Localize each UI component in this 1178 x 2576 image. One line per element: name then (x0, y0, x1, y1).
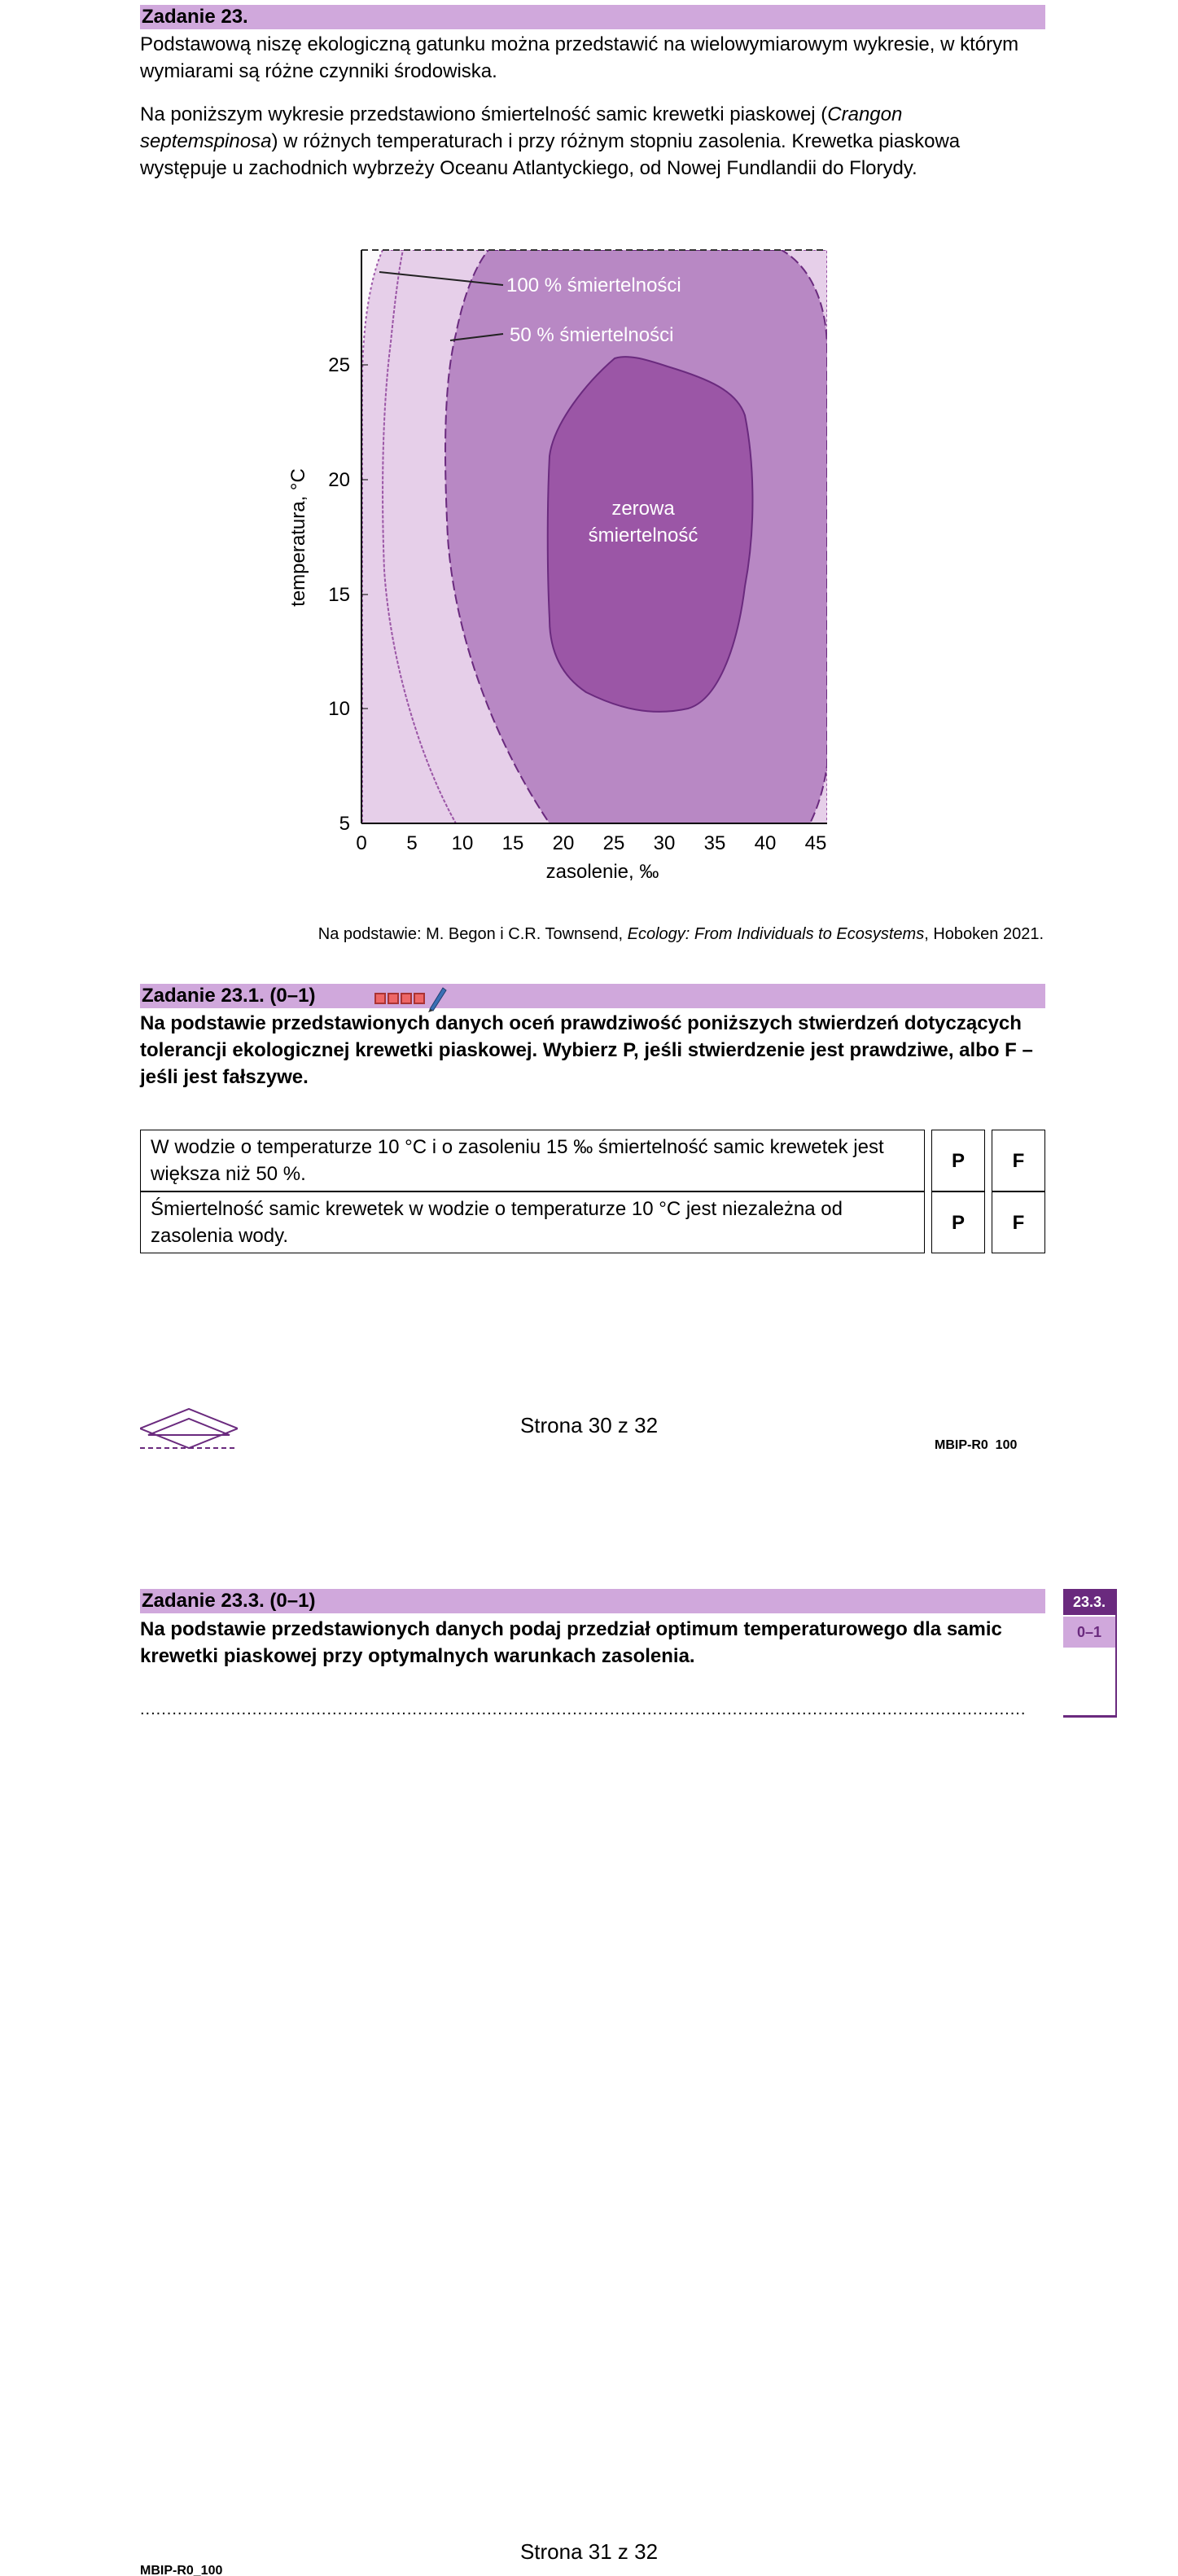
badge-label: 23.3. (1063, 1589, 1115, 1615)
task-23-3-header: Zadanie 23.3. (0–1) (140, 1589, 1045, 1613)
checkbox-icon (414, 993, 425, 1004)
x-tick-label: 20 (552, 832, 575, 854)
description-start: Na poniższym wykresie przedstawiono śmiertelność samic krewetki piaskowej ( (140, 103, 828, 125)
label-zero-mortality-2: śmiertelność (588, 524, 698, 546)
table-row (140, 1191, 1045, 1253)
species-name: Crangon septemspinosa (140, 103, 903, 152)
pen-icon (427, 985, 448, 1012)
x-axis-label: zasolenie, ‰ (545, 861, 659, 883)
page-number-31: Strona 31 z 32 (519, 2539, 659, 2564)
x-tick-label: 40 (754, 832, 777, 854)
y-tick-label: 5 (339, 813, 350, 835)
x-tick-label: 10 (451, 832, 474, 854)
mortality-chart (269, 236, 855, 904)
page-number-30: Strona 30 z 32 (519, 1413, 659, 1437)
exam-code: MBIP-R0_100 (935, 1438, 1018, 1450)
table-row (140, 1130, 1045, 1191)
answer-p-1[interactable]: P (931, 1130, 985, 1191)
y-tick-label: 15 (328, 584, 350, 606)
source-suffix: , Hoboken 2021. (924, 925, 1044, 943)
checkbox-icon (388, 993, 399, 1004)
x-tick-label: 30 (653, 832, 676, 854)
description-end: ) w różnych temperaturach i przy różnym stopniu zasolenia. Krewetka piaskowa występuje u zachodnich wybrzeży Oceanu Atlantyckiego, od Nowej Fundlandii do Florydy. (140, 130, 961, 179)
task-23-header: Zadanie 23. (140, 5, 1045, 29)
answer-f-1[interactable]: F (992, 1130, 1045, 1191)
exam-code: MBIP-R0_100 (140, 2564, 223, 2576)
statement-2: Śmiertelność samic krewetek w wodzie o temperaturze 10 °C jest niezależna od zasolenia wody. (140, 1191, 925, 1253)
label-100-mortality: 100 % śmiertelności (506, 274, 681, 296)
task-icons (374, 985, 448, 1012)
x-tick-label: 0 (356, 832, 367, 854)
x-tick-label: 25 (602, 832, 625, 854)
badge-score: 0–1 (1063, 1617, 1115, 1648)
y-tick-label: 25 (328, 354, 350, 376)
task-23-1-header: Zadanie 23.1. (0–1) (140, 984, 1045, 1008)
task-23-1-instruction: Na podstawie przedstawionych danych oceń prawdziwość poniższych stwierdzeń dotyczących tolerancji ekologicznej krewetki piaskowej. Wybierz P, jeśli stwierdzenie jest prawdziwe, albo F – jeśli jest fałszywe. (140, 1012, 1033, 1088)
label-zero-mortality-1: zerowa (611, 498, 675, 520)
checkbox-icon (401, 993, 412, 1004)
y-tick-label: 20 (328, 469, 350, 491)
checkbox-icon (374, 993, 386, 1004)
x-tick-label: 45 (804, 832, 827, 854)
x-tick-label: 5 (406, 832, 418, 854)
x-ticks (356, 832, 826, 854)
score-badge (1063, 1589, 1117, 1718)
y-tick-label: 10 (328, 698, 350, 720)
label-50-mortality: 50 % śmiertelności (510, 324, 674, 346)
chart-source (140, 925, 1044, 944)
source-prefix: Na podstawie: M. Begon i C.R. Townsend, (317, 925, 628, 943)
task-23-description (140, 101, 1044, 182)
task-23-3-instruction: Na podstawie przedstawionych danych podaj przedział optimum temperaturowego dla samic krewetki piaskowej przy optymalnych warunkach zasolenia. (140, 1618, 1002, 1667)
true-false-table (140, 1130, 1045, 1253)
y-axis-label: temperatura, °C (287, 468, 309, 607)
answer-f-2[interactable]: F (992, 1191, 1045, 1253)
source-title: Ecology: From Individuals to Ecosystems (627, 925, 925, 943)
task-23-intro: Podstawową niszę ekologiczną gatunku można przedstawić na wielowymiarowym wykresie, w którym wymiarami są różne czynniki środowiska. (140, 33, 1019, 82)
x-tick-label: 35 (703, 832, 726, 854)
statement-1: W wodzie o temperaturze 10 °C i o zasoleniu 15 ‰ śmiertelność samic krewetek jest większa niż 50 %. (140, 1130, 925, 1191)
answer-p-2[interactable]: P (931, 1191, 985, 1253)
answer-line[interactable]: ...................................................................................................................................................................... (140, 1701, 1027, 1718)
x-tick-label: 15 (501, 832, 524, 854)
